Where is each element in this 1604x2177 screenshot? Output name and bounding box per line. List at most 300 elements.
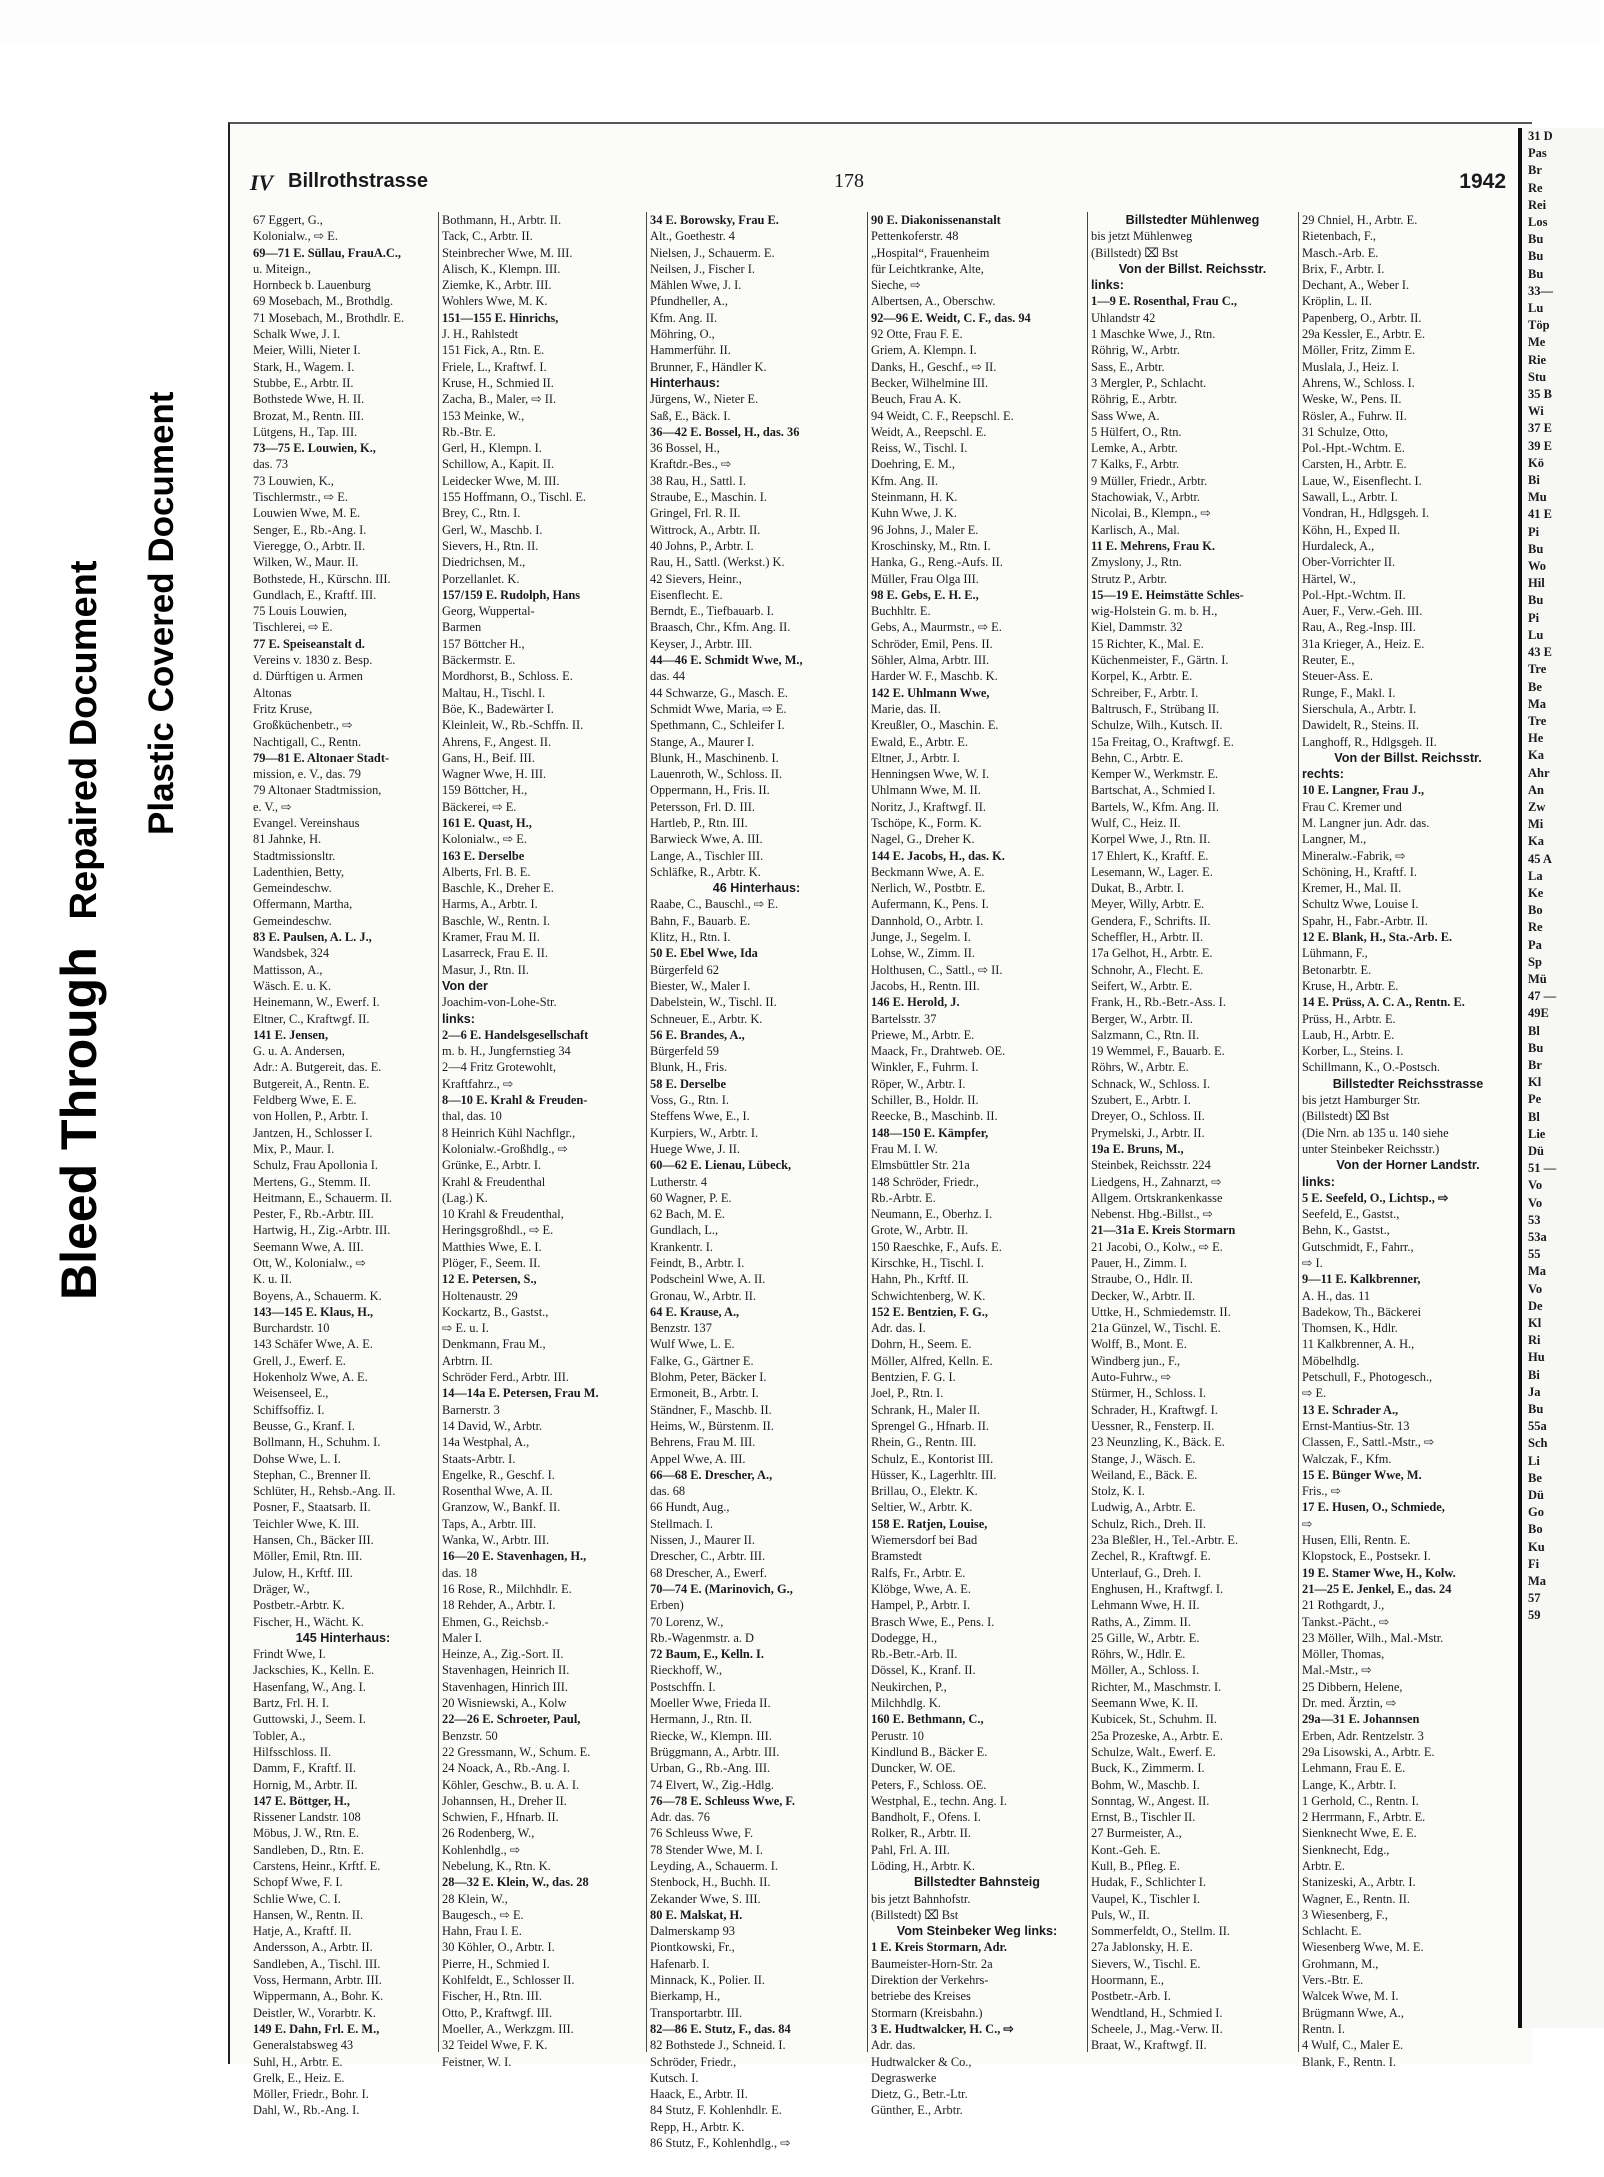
directory-entry: Billstedter Reichsstrasse <box>1332 1076 1484 1091</box>
directory-entry: 26 Rodenberg, W., <box>442 1826 535 1841</box>
directory-entry: „Hospital“, Frauenheim <box>871 245 990 260</box>
directory-entry: 64 E. Krause, A., <box>650 1304 740 1319</box>
directory-entry: Sass Wwe, A. <box>1091 408 1160 423</box>
adjacent-page-fragment: Lu <box>1528 301 1544 316</box>
directory-entry: Transportarbtr. III. <box>650 2005 743 2020</box>
directory-entry: Prüss, H., Arbtr. E. <box>1302 1011 1396 1026</box>
directory-entry: Pol.-Hpt.-Wchtm. II. <box>1302 587 1406 602</box>
adjacent-page-fragment: Be <box>1528 679 1542 694</box>
directory-entry: Schrader, H., Kraftwgf. I. <box>1091 1402 1218 1417</box>
directory-entry: Dalmerskamp 93 <box>650 1924 735 1939</box>
adjacent-page-fragment: Bi <box>1528 473 1540 488</box>
directory-entry: Ernst, B., Tischler II. <box>1091 1810 1196 1825</box>
adjacent-page-fragment: Bo <box>1528 1522 1543 1537</box>
directory-entry: 38 Rau, H., Sattl. I. <box>650 473 747 488</box>
year: 1942 <box>1459 170 1506 193</box>
directory-entry: Hornbeck b. Lauenburg <box>253 278 371 293</box>
directory-entry: 3 Mergler, P., Schlacht. <box>1091 375 1207 390</box>
directory-entry: Frank, H., Rb.-Betr.-Ass. I. <box>1091 995 1226 1010</box>
adjacent-page-fragment: Pe <box>1528 1092 1542 1107</box>
directory-entry: Baugesch., ⇨ E. <box>442 1907 524 1922</box>
directory-entry: 67 Eggert, G., <box>253 213 323 227</box>
directory-entry: Unterlauf, G., Dreh. I. <box>1091 1565 1202 1580</box>
directory-entry: Günther, E., Arbtr. <box>871 2103 963 2118</box>
directory-entry: Vaupel, K., Tischler I. <box>1091 1891 1201 1906</box>
directory-entry: Szubert, E., Arbtr. I. <box>1091 1093 1191 1108</box>
directory-entry: Mordhorst, B., Schloss. E. <box>442 669 573 684</box>
directory-entry: Zekander Wwe, S. III. <box>650 1891 761 1906</box>
directory-entry: Adr. das. 76 <box>650 1810 710 1825</box>
directory-entry: Mattisson, A., <box>253 962 323 977</box>
directory-entry: Großküchenbetr., ⇨ <box>253 718 353 733</box>
directory-entry: Grote, W., Arbtr. II. <box>871 1223 969 1238</box>
directory-entry: Dabelstein, W., Tischl. II. <box>650 995 777 1010</box>
directory-entry: Kubicek, St., Schuhm. II. <box>1091 1712 1217 1727</box>
directory-entry: Behrens, Frau M. III. <box>650 1435 756 1450</box>
directory-entry: Kremer, H., Mal. II. <box>1302 881 1402 896</box>
directory-entry: 14—14a E. Petersen, Frau M. <box>442 1386 599 1401</box>
adjacent-page-fragment: De <box>1528 1298 1543 1313</box>
directory-entry: Ernst-Mantius-Str. 13 <box>1302 1418 1410 1433</box>
directory-entry: Brozat, M., Rentn. III. <box>253 408 364 423</box>
directory-entry: 151 Fick, A., Rtn. E. <box>442 343 545 358</box>
adjacent-page-fragment: 55 <box>1528 1247 1541 1262</box>
directory-entry: Winkler, F., Fuhrm. I. <box>871 1060 979 1075</box>
directory-entry: Degraswerke <box>871 2070 937 2085</box>
adjacent-page-fragment: 45 A <box>1528 851 1552 866</box>
adjacent-page-fragment: 37 E <box>1528 421 1552 436</box>
directory-entry: Wiemersdorf bei Bad <box>871 1533 978 1548</box>
directory-entry: Arbtrn. II. <box>442 1353 493 1368</box>
page-header <box>250 170 1520 196</box>
directory-entry: 27a Jablonsky, H. E. <box>1091 1940 1193 1955</box>
directory-entry: 144 E. Jacobs, H., das. K. <box>871 848 1005 863</box>
directory-entry: Hasenfang, W., Ang. I. <box>253 1679 366 1694</box>
directory-entry: Sawall, L., Arbtr. I. <box>1302 490 1398 505</box>
directory-entry: Rb.-Wagenmstr. a. D <box>650 1630 754 1645</box>
directory-entry: Langhoff, R., Hdlgsgeh. II. <box>1302 734 1437 749</box>
directory-entry: Klöbge, Wwe, A. E. <box>871 1581 971 1596</box>
directory-entry: 68 Drescher, A., Ewerf. <box>650 1565 767 1580</box>
directory-entry: Kruse, H., Schmied II. <box>442 375 554 390</box>
directory-entry: Bentzien, F. G. I. <box>871 1370 956 1385</box>
directory-entry: rechts: <box>1302 767 1344 782</box>
directory-entry: Röhrs, W., Hdlr. E. <box>1091 1647 1186 1662</box>
adjacent-page-fragment: Kl <box>1528 1075 1542 1090</box>
directory-entry: Oppermann, H., Fris. II. <box>650 783 770 798</box>
directory-entry: Hahn, Frau I. E. <box>442 1924 522 1939</box>
directory-entry: Betonarbtr. E. <box>1302 962 1372 977</box>
directory-entry: Lemke, A., Arbtr. <box>1091 441 1178 456</box>
adjacent-page-fragment: Stu <box>1528 369 1547 384</box>
directory-entry: Sieche, ⇨ <box>871 278 921 293</box>
directory-entry: Georg, Wuppertal- <box>442 604 535 619</box>
directory-entry: Nagel, G., Dreher K. <box>871 832 975 847</box>
directory-entry: Ludwig, A., Arbtr. E. <box>1091 1500 1196 1515</box>
directory-entry: Arbtr. E. <box>1302 1858 1346 1873</box>
directory-entry: Joachim-von-Lohe-Str. <box>442 995 557 1010</box>
adjacent-page-fragment: Los <box>1528 215 1548 230</box>
directory-entry: Hampel, P., Arbtr. I. <box>871 1598 971 1613</box>
directory-entry: Schillmann, K., O.-Postsch. <box>1302 1060 1441 1075</box>
directory-entry: Reuter, E., <box>1302 653 1355 668</box>
adjacent-page-fragment: 53a <box>1528 1230 1547 1244</box>
adjacent-page-fragment: 47 — <box>1528 989 1557 1004</box>
directory-entry: Andersson, A., Arbtr. II. <box>253 1940 373 1955</box>
directory-entry: 10 Krahl & Freudenthal, <box>442 1207 564 1222</box>
directory-entry: Hermann, J., Rtn. II. <box>650 1712 752 1727</box>
adjacent-page-fragment: Rei <box>1528 197 1547 212</box>
adjacent-page-fragment: Hu <box>1528 1350 1545 1365</box>
directory-entry: Schröder, Emil, Pens. II. <box>871 636 993 651</box>
directory-entry: Dukat, B., Arbtr. I. <box>1091 881 1184 896</box>
directory-entry: Sievers, W., Tischl. E. <box>1091 1956 1201 1971</box>
directory-entry: Röhrig, E., Arbtr. <box>1091 392 1178 407</box>
directory-entry: 163 E. Derselbe <box>442 848 525 863</box>
directory-entry: Wanka, W., Arbtr. III. <box>442 1533 550 1548</box>
directory-entry: Damm, F., Kraftf. II. <box>253 1761 356 1776</box>
directory-entry: ⇨ <box>1302 1516 1313 1531</box>
directory-entry: Milchhdlg. K. <box>871 1696 941 1711</box>
directory-entry: Löding, H., Arbtr. K. <box>871 1858 975 1873</box>
directory-entry: Raths, A., Zimm. II. <box>1091 1614 1191 1629</box>
directory-entry: Hatje, A., Kraftf. II. <box>253 1924 352 1939</box>
directory-entry: Engelke, R., Geschf. I. <box>442 1467 555 1482</box>
directory-entry: Schulz, Rich., Dreh. II. <box>1091 1516 1206 1531</box>
directory-entry: 90 E. Diakonissenanstalt <box>871 213 1001 227</box>
directory-entry: 94 Weidt, C. F., Reepschl. E. <box>871 408 1014 423</box>
directory-entry: Vereins v. 1830 z. Besp. <box>253 653 373 668</box>
directory-entry: Huege Wwe, J. II. <box>650 1141 740 1156</box>
directory-entry: Stürmer, H., Schloss. I. <box>1091 1386 1207 1401</box>
directory-entry: 40 Johns, P., Arbtr. I. <box>650 538 754 553</box>
directory-entry: Heinemann, W., Ewerf. I. <box>253 995 380 1010</box>
directory-entry: Heringsgroßhdl., ⇨ E. <box>442 1223 554 1238</box>
directory-entry: 70—74 E. (Marinovich, G., <box>650 1581 793 1596</box>
directory-entry: Moeller, A., Werkzgm. III. <box>442 2021 574 2036</box>
directory-entry: 3 E. Hudtwalcker, H. C., ⇨ <box>871 2021 1014 2036</box>
directory-entry: Sonntag, W., Angest. II. <box>1091 1793 1210 1808</box>
directory-entry: Brasch Wwe, E., Pens. I. <box>871 1614 995 1629</box>
directory-entry: Biester, W., Maler I. <box>650 978 751 993</box>
directory-entry: Lesemann, W., Lager. E. <box>1091 864 1213 879</box>
directory-entry: Seefeld, E., Gastst., <box>1302 1207 1400 1222</box>
adjacent-page-fragment: Dü <box>1528 1143 1544 1158</box>
directory-entry: Stenbock, H., Buchh. II. <box>650 1875 771 1890</box>
directory-entry: M. Langner jun. Adr. das. <box>1302 815 1430 830</box>
directory-entry: 14a Westphal, A., <box>442 1435 530 1450</box>
directory-entry: Bramstedt <box>871 1549 922 1564</box>
directory-entry: Stormarn (Kreisbahn.) <box>871 2005 983 2020</box>
directory-entry: Duncker, W. OE. <box>871 1761 956 1776</box>
directory-entry: Gemeindeschw. <box>253 881 332 896</box>
directory-entry: 150 Raeschke, F., Aufs. E. <box>871 1239 1002 1254</box>
directory-entry: Sandleben, D., Rtn. E. <box>253 1842 364 1857</box>
directory-entry: Rösler, A., Fuhrw. II. <box>1302 408 1407 423</box>
directory-entry: Nachtigall, C., Rentn. <box>253 734 362 749</box>
directory-entry: Hansen, W., Rentn. II. <box>253 1907 364 1922</box>
directory-entry: das. 44 <box>650 669 686 684</box>
column-2 <box>438 212 642 2069</box>
directory-entry: Dahl, W., Rb.-Ang. I. <box>253 2103 360 2118</box>
directory-entry: Seifert, W., Arbtr. E. <box>1091 978 1193 993</box>
directory-entry: 76 Schleuss Wwe, F. <box>650 1826 754 1841</box>
directory-entry: Feldberg Wwe, E. E. <box>253 1093 357 1108</box>
directory-entry: 143 Schäfer Wwe, A. E. <box>253 1337 373 1352</box>
adjacent-page-fragment: Pi <box>1528 524 1540 539</box>
adjacent-page-strip <box>1518 128 1604 2028</box>
directory-entry: Kramer, Frau M. II. <box>442 930 540 945</box>
adjacent-page-fragment: Mü <box>1528 971 1547 986</box>
directory-entry: Bürgerfeld 62 <box>650 962 719 977</box>
directory-entry: links: <box>1302 1174 1335 1189</box>
directory-entry: Baumeister-Horn-Str. 2a <box>871 1956 993 1971</box>
adjacent-page-fragment: Dü <box>1528 1488 1544 1503</box>
directory-entry: bis jetzt Mühlenweg <box>1091 229 1193 244</box>
directory-entry: Butgereit, A., Rentn. E. <box>253 1076 370 1091</box>
directory-entry: Nebelung, K., Rtn. K. <box>442 1858 551 1873</box>
directory-entry: für Leichtkranke, Alte, <box>871 261 984 276</box>
directory-entry: Drescher, C., Arbtr. III. <box>650 1549 766 1564</box>
directory-entry: Denkmann, Frau M., <box>442 1337 546 1352</box>
directory-entry: Sprengel G., Hfnarb. II. <box>871 1418 990 1433</box>
directory-entry: Lutherstr. 4 <box>650 1174 708 1189</box>
directory-entry: 73—75 E. Louwien, K., <box>253 441 376 456</box>
directory-entry: Tankst.-Pächt., ⇨ <box>1302 1614 1390 1629</box>
directory-entry: Beuch, Frau A. K. <box>871 392 962 407</box>
adjacent-page-fragment: 33— <box>1528 283 1553 298</box>
directory-entry: Schneuer, E., Arbtr. K. <box>650 1011 763 1026</box>
directory-entry: Suhl, H., Arbtr. E. <box>253 2054 343 2069</box>
directory-entry: 141 E. Jensen, <box>253 1027 329 1042</box>
directory-entry: Junge, J., Segelm. I. <box>871 930 971 945</box>
adjacent-page-fragment: Ma <box>1528 696 1547 711</box>
directory-entry: 79—81 E. Altonaer Stadt- <box>253 750 390 765</box>
directory-entry: 27 Burmeister, A., <box>1091 1826 1182 1841</box>
directory-entry: 82—86 E. Stutz, F., das. 84 <box>650 2021 791 2036</box>
directory-entry: Röper, W., Arbtr. I. <box>871 1076 966 1091</box>
directory-entry: Kolonialw., ⇨ E. <box>442 832 527 847</box>
directory-entry: Wulf Wwe, L. E. <box>650 1337 735 1352</box>
directory-entry: Blunk, H., Maschinenb. I. <box>650 750 779 765</box>
directory-entry: Holthusen, C., Sattl., ⇨ II. <box>871 962 1003 977</box>
directory-entry: Julow, H., Krftf. III. <box>253 1565 353 1580</box>
directory-entry: Gerl, H., Klempn. I. <box>442 441 542 456</box>
directory-entry: 152 E. Bentzien, F. G., <box>871 1304 988 1319</box>
directory-entry: Von der Billst. Reichsstr. <box>1118 261 1267 276</box>
directory-entry: Bothstede, H., Kürschn. III. <box>253 571 391 586</box>
directory-entry: 16—20 E. Stavenhagen, H., <box>442 1549 587 1564</box>
directory-entry: Puls, W., II. <box>1091 1907 1150 1922</box>
side-label-plastic: Plastic Covered Document <box>142 391 181 835</box>
directory-entry: 60 Wagner, P. E. <box>650 1190 732 1205</box>
directory-entry: Dr. med. Ärztin, ⇨ <box>1302 1696 1397 1711</box>
directory-entry: Schöning, H., Kraftf. I. <box>1302 864 1417 879</box>
directory-entry: Schiffsoffiz. I. <box>253 1402 325 1417</box>
directory-entry: 78 Stender Wwe, M. I. <box>650 1842 763 1857</box>
directory-entry: 1 Maschke Wwe, J., Rtn. <box>1091 327 1216 342</box>
directory-entry: Gans, H., Beif. III. <box>442 750 535 765</box>
directory-entry: Holtenaustr. 29 <box>442 1288 518 1303</box>
adjacent-page-fragment: Mu <box>1528 490 1547 505</box>
directory-entry: Nissen, J., Maurer II. <box>650 1533 755 1548</box>
directory-entry: von Hollen, P., Arbtr. I. <box>253 1109 369 1124</box>
directory-entry: 9—11 E. Kalkbrenner, <box>1302 1272 1421 1287</box>
directory-entry: Posner, F., Staatsarb. II. <box>253 1500 371 1515</box>
directory-entry: Tischlermstr., ⇨ E. <box>253 490 348 505</box>
directory-entry: Behn, C., Arbtr. E. <box>1091 750 1184 765</box>
directory-entry: Thomsen, K., Hdlr. <box>1302 1321 1398 1336</box>
directory-entry: Meier, Willi, Nieter I. <box>253 343 361 358</box>
directory-entry: 4 Wulf, C., Maler E. <box>1302 2038 1404 2053</box>
adjacent-page-fragment: Töp <box>1528 318 1550 333</box>
directory-entry: Doehring, E. M., <box>871 457 955 472</box>
directory-entry: Möller, Friedr., Bohr. I. <box>253 2087 369 2102</box>
directory-entry: 98 E. Gebs, E. H. E., <box>871 587 979 602</box>
directory-entry: Richter, M., Maschmstr. I. <box>1091 1679 1222 1694</box>
directory-entry: 15 Richter, K., Mal. E. <box>1091 636 1204 651</box>
adjacent-page-fragment: Wi <box>1528 404 1544 419</box>
directory-entry: Walczak, F., Kfm. <box>1302 1451 1392 1466</box>
directory-entry: 75 Louis Louwien, <box>253 604 347 619</box>
directory-entry: Ahrens, F., Angest. II. <box>442 734 552 749</box>
directory-entry: 1 Gerhold, C., Rentn. I. <box>1302 1793 1419 1808</box>
directory-entry: Gundlach, E., Kraftf. III. <box>253 587 377 602</box>
directory-entry: Repp, H., Arbtr. K. <box>650 2119 745 2134</box>
directory-entry: Benzstr. 137 <box>650 1321 712 1336</box>
adjacent-page-fragment: Ku <box>1528 1539 1545 1554</box>
directory-entry: Schiller, B., Holdr. II. <box>871 1093 979 1108</box>
directory-entry: Adr. das. <box>871 2038 916 2053</box>
directory-entry: 21—31a E. Kreis Stormarn <box>1091 1223 1236 1238</box>
directory-entry: Reecke, B., Maschinb. II. <box>871 1109 998 1124</box>
adjacent-page-fragment: 59 <box>1528 1608 1541 1623</box>
directory-entry: Lange, A., Tischler III. <box>650 848 764 863</box>
directory-entry: Bartz, Frl. H. I. <box>253 1696 330 1711</box>
directory-entry: Adr. das. I. <box>871 1321 926 1336</box>
directory-entry: Nicolai, B., Klempn., ⇨ <box>1091 506 1211 521</box>
adjacent-page-fragment: Re <box>1528 180 1543 195</box>
directory-entry: Wilken, W., Maur. II. <box>253 555 359 570</box>
directory-entry: Eltner, J., Arbtr. I. <box>871 750 960 765</box>
directory-entry: Kraftfahrz., ⇨ <box>442 1076 514 1091</box>
directory-entry: Liedgens, H., Zahnarzt, ⇨ <box>1091 1174 1222 1189</box>
directory-entry: Teichler Wwe, K. III. <box>253 1516 360 1531</box>
directory-entry: unter Steinbeker Reichsstr.) <box>1302 1141 1440 1156</box>
directory-entry: Postbetr.-Arbtr. K. <box>253 1598 345 1613</box>
directory-entry: (Billstedt) ⌧ Bst <box>871 1907 959 1922</box>
directory-entry: Enghusen, H., Kraftwgf. I. <box>1091 1581 1224 1596</box>
directory-entry: Bierkamp, H., <box>650 1989 721 2004</box>
directory-entry: Ott, W., Kolonialw., ⇨ <box>253 1256 366 1270</box>
directory-entry: Stephan, C., Brenner II. <box>253 1467 372 1482</box>
adjacent-page-fragment: Bu <box>1528 1040 1544 1055</box>
directory-entry: 2—6 E. Handelsgesellschaft <box>442 1027 589 1042</box>
side-label-repaired: Repaired Document <box>63 560 105 920</box>
adjacent-page-fragment: Bu <box>1528 232 1544 247</box>
directory-entry: das. 73 <box>253 457 289 472</box>
directory-entry: 21a Günzel, W., Tischl. E. <box>1091 1321 1221 1336</box>
directory-entry: Alt., Goethestr. 4 <box>650 229 736 244</box>
directory-entry: das. 68 <box>650 1484 686 1499</box>
directory-entry: Braat, W., Kraftwgf. II. <box>1091 2038 1207 2053</box>
directory-entry: 17 E. Husen, O., Schmiede, <box>1302 1500 1445 1515</box>
directory-entry: 69—71 E. Süllau, FrauA.C., <box>253 245 402 260</box>
directory-entry: Lehmann, Frau E. E. <box>1302 1761 1406 1776</box>
directory-entry: Blank, F., Rentn. I. <box>1302 2054 1396 2069</box>
directory-entry: Matthies Wwe, E. I. <box>442 1239 542 1254</box>
directory-entry: Ehmen, G., Reichsb.- <box>442 1614 549 1629</box>
directory-entry: Scheffler, H., Arbtr. II. <box>1091 930 1204 945</box>
directory-entry: Klopstock, E., Postsekr. I. <box>1302 1549 1431 1564</box>
directory-entry: Hudak, F., Schlichter I. <box>1091 1875 1206 1890</box>
directory-entry: Feindt, B., Arbtr. I. <box>650 1256 745 1270</box>
directory-entry: J. H., Rahlstedt <box>442 327 519 342</box>
directory-entry: Weisenseel, E., <box>253 1386 329 1401</box>
directory-entry: 23 Neunzling, K., Bäck. E. <box>1091 1435 1225 1450</box>
directory-entry: Ständner, F., Maschb. II. <box>650 1402 772 1417</box>
directory-entry: u. Miteign., <box>253 261 311 276</box>
directory-entry: Wiesenberg Wwe, M. E. <box>1302 1940 1424 1955</box>
directory-entry: Pettenkoferstr. 48 <box>871 229 959 244</box>
directory-entry: Tack, C., Arbtr. II. <box>442 229 533 244</box>
directory-entry: Mix, P., Maur. I. <box>253 1141 335 1156</box>
adjacent-page-fragment: An <box>1528 782 1544 797</box>
directory-entry: 81 Jahnke, H. <box>253 832 322 847</box>
directory-entry: Dodegge, H., <box>871 1630 938 1645</box>
directory-entry: 147 E. Böttger, H., <box>253 1793 350 1808</box>
directory-entry: 153 Meinke, W., <box>442 408 525 423</box>
directory-entry: Zacha, B., Maler, ⇨ II. <box>442 392 557 407</box>
directory-entry: Husen, Elli, Rentn. E. <box>1302 1533 1411 1548</box>
adjacent-page-fragment: La <box>1528 868 1543 883</box>
directory-entry: wig-Holstein G. m. b. H., <box>1091 604 1218 619</box>
adjacent-page-fragment: Tre <box>1528 713 1547 728</box>
adjacent-page-fragment: Bu <box>1528 249 1544 264</box>
directory-entry: Buchhltr. E. <box>871 604 931 619</box>
directory-entry: Barnerstr. 3 <box>442 1402 500 1417</box>
directory-entry: ⇨ E. u. I. <box>442 1321 489 1336</box>
directory-entry: Vers.-Btr. E. <box>1302 1973 1364 1988</box>
directory-entry: Schwien, F., Hfnarb. II. <box>442 1810 559 1825</box>
directory-entry: Raabe, C., Bauschl., ⇨ E. <box>650 897 779 912</box>
directory-entry: Feistner, W. I. <box>442 2054 512 2069</box>
directory-entry: 10 E. Langner, Frau J., <box>1302 783 1425 798</box>
directory-entry: Rentn. I. <box>1302 2021 1346 2036</box>
directory-entry: 157/159 E. Rudolph, Hans <box>442 587 581 602</box>
directory-entry: Wendtland, H., Schmied I. <box>1091 2005 1223 2020</box>
directory-entry: Uhlmann Wwe, M. II. <box>871 783 981 798</box>
directory-entry: 62 Bach, M. E. <box>650 1207 726 1222</box>
directory-entry: Steffens Wwe, E., I. <box>650 1109 750 1124</box>
directory-entry: Kraftdr.-Bes., ⇨ <box>650 457 732 472</box>
directory-entry: Brey, C., Rtn. I. <box>442 506 521 521</box>
directory-entry: Hinterhaus: <box>650 375 720 390</box>
directory-entry: 160 E. Bethmann, C., <box>871 1712 984 1727</box>
side-label-bleed: Bleed Through <box>51 947 107 1300</box>
directory-entry: Schlüter, H., Rehsb.-Ang. II. <box>253 1484 396 1499</box>
directory-entry: Friele, L., Kraftwf. I. <box>442 359 547 374</box>
directory-entry: Priewe, M., Arbtr. E. <box>871 1027 975 1042</box>
directory-entry: Wolff, B., Mont. E. <box>1091 1337 1187 1352</box>
directory-entry: Aufermann, K., Pens. I. <box>871 897 989 912</box>
directory-entry: Schlacht. E. <box>1302 1924 1362 1939</box>
directory-entry: Masch.-Arb. E. <box>1302 245 1379 260</box>
directory-entry: Reiss, W., Tischl. I. <box>871 441 968 456</box>
directory-entry: Hilfsschloss. II. <box>253 1744 332 1759</box>
directory-entry: Otto, P., Kraftwgf. III. <box>442 2005 553 2020</box>
directory-entry: 19 E. Stamer Wwe, H., Kolw. <box>1302 1565 1456 1580</box>
